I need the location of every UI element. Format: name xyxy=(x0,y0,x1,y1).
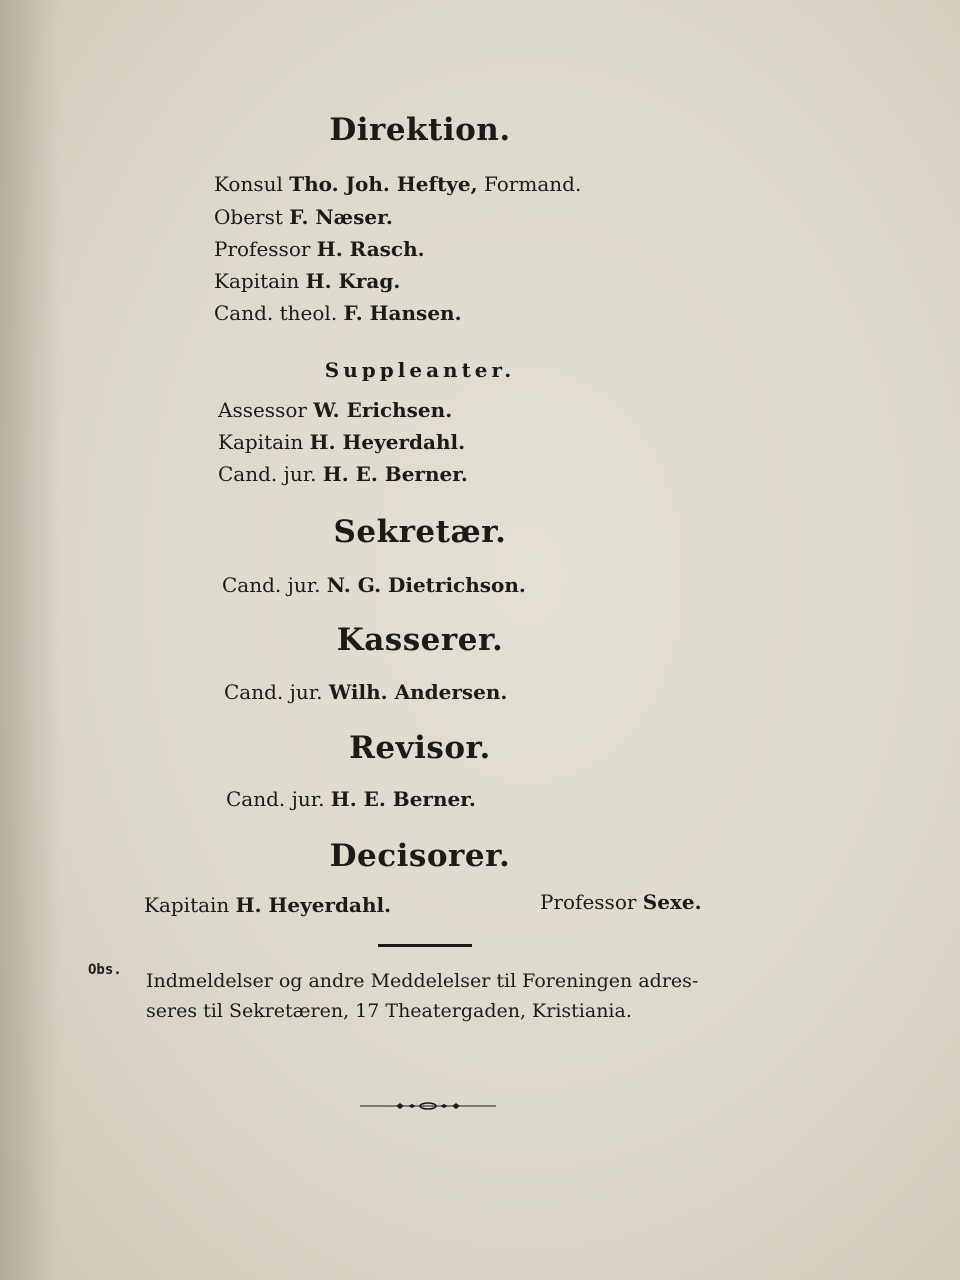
decisor-member xyxy=(144,893,391,917)
member-name: F. Hansen. xyxy=(343,301,462,325)
direktion-member xyxy=(214,172,581,196)
suppleant-member xyxy=(218,430,465,454)
member-name: W. Erichsen. xyxy=(313,398,453,422)
member-title: Cand. jur. xyxy=(222,573,321,597)
member-title: Cand. jur. xyxy=(218,462,317,486)
member-title: Professor xyxy=(540,890,637,914)
member-name: H. Rasch. xyxy=(316,237,425,261)
suppleant-member xyxy=(218,462,468,486)
suppleant-member xyxy=(218,398,452,422)
member-title: Kapitain xyxy=(218,430,304,454)
member-title: Professor xyxy=(214,237,311,261)
note-line-2: seres til Sekretæren, 17 Theatergaden, Kristiania. xyxy=(146,1000,632,1022)
decisor-member xyxy=(540,890,702,914)
member-title: Cand. jur. xyxy=(226,787,325,811)
member-title: Konsul xyxy=(214,172,283,196)
heading-suppleanter: Suppleanter. xyxy=(324,358,516,382)
member-title: Kapitain xyxy=(214,269,300,293)
heading-decisorer: Decisorer. xyxy=(329,838,511,874)
ornament-divider-icon xyxy=(358,1096,498,1116)
heading-revisor: Revisor. xyxy=(349,730,491,766)
note-line-1: Indmeldelser og andre Meddelelser til Foreningen adres- xyxy=(146,970,699,992)
sekretaer-member xyxy=(222,573,526,597)
kasserer-member xyxy=(224,680,507,704)
heading-sekretaer: Sekretær. xyxy=(333,514,507,550)
revisor-member xyxy=(226,787,476,811)
member-name: F. Næser. xyxy=(289,205,393,229)
direktion-member xyxy=(214,301,462,325)
member-title: Kapitain xyxy=(144,893,230,917)
direktion-member xyxy=(214,237,425,261)
note-text xyxy=(146,966,766,1026)
member-name: H. Heyerdahl. xyxy=(235,893,392,917)
member-name: H. Heyerdahl. xyxy=(309,430,466,454)
member-name: Wilh. Andersen. xyxy=(328,680,508,704)
section-divider-rule xyxy=(378,944,472,947)
member-role: Formand. xyxy=(483,172,582,196)
member-name: H. E. Berner. xyxy=(330,787,476,811)
note-label: Obs. xyxy=(88,962,122,978)
heading-direktion: Direktion. xyxy=(329,112,511,148)
member-name: N. G. Dietrichson. xyxy=(326,573,526,597)
heading-kasserer: Kasserer. xyxy=(336,622,504,658)
member-name: H. Krag. xyxy=(305,269,401,293)
member-name: H. E. Berner. xyxy=(322,462,468,486)
member-name: Sexe. xyxy=(642,890,702,914)
direktion-member xyxy=(214,205,393,229)
member-title: Cand. theol. xyxy=(214,301,338,325)
member-title: Oberst xyxy=(214,205,283,229)
member-title: Assessor xyxy=(218,398,307,422)
direktion-member xyxy=(214,269,400,293)
member-name: Tho. Joh. Heftye, xyxy=(289,172,478,196)
member-title: Cand. jur. xyxy=(224,680,323,704)
